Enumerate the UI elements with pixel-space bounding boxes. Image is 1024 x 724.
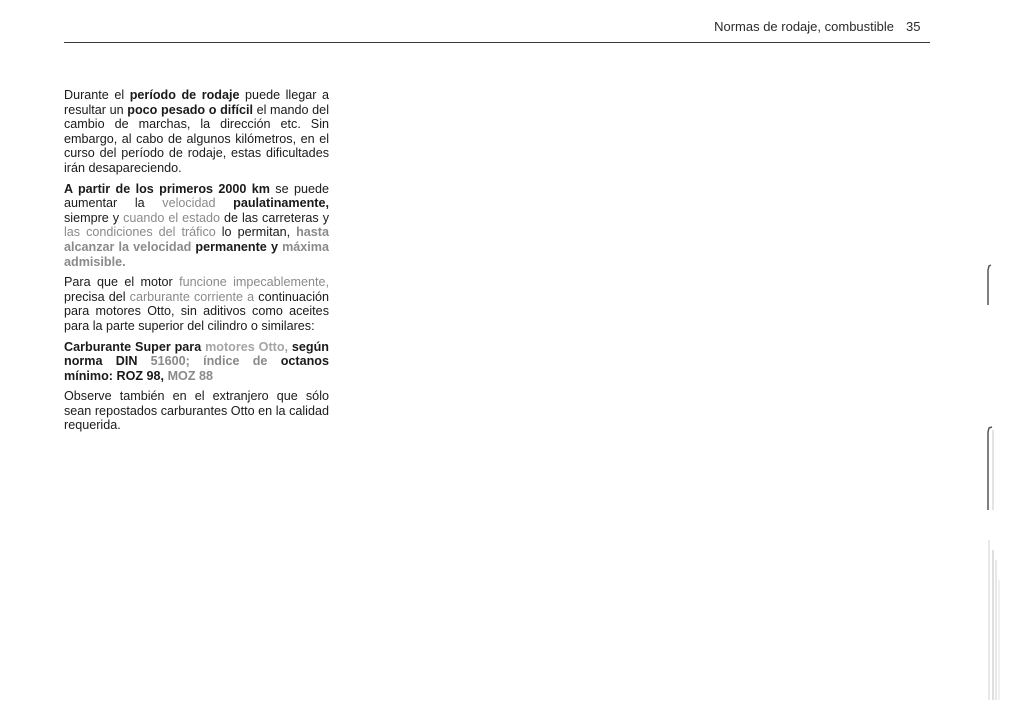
text-run: puede llegar a resultar un [64, 88, 329, 117]
faded-bold-run: hasta alcanzar la velocidad [64, 225, 329, 254]
faded-run: cuando el estado [123, 210, 220, 225]
paragraph-abroad [64, 389, 329, 433]
text-run: de las carreteras y [219, 210, 329, 225]
text-run: Para que el motor [64, 275, 180, 290]
bold-run: período de rodaje [129, 88, 240, 102]
paragraph-running-in [64, 88, 329, 176]
body-text-column [64, 88, 329, 439]
faded-run: las condiciones del tráfico [64, 225, 216, 240]
bold-run: octanos mínimo: ROZ 98, [64, 354, 329, 383]
text-run: siempre y [64, 210, 124, 225]
bold-run: poco pesado o difícil [127, 102, 253, 117]
paragraph-fuel [64, 275, 329, 333]
text-run: Observe también en el extranjero que sólo sean repostados carburantes Otto en la calidad requerida. [64, 389, 329, 433]
paragraph-speed [64, 182, 329, 270]
faded-run: velocidad [162, 196, 216, 211]
header-rule [64, 42, 930, 43]
text-run [215, 196, 233, 210]
bold-run: paulatinamente, [233, 196, 329, 211]
text-run: se puede aumentar la [64, 181, 329, 211]
text-run: lo permitan, [215, 225, 297, 240]
faded-bold-run: 51600; índice de [150, 354, 268, 369]
paragraph-fuel-spec [64, 340, 329, 384]
text-run: Durante el [64, 88, 130, 102]
faded-bold-run: máxima admisible. [64, 239, 330, 269]
faded-run: carburante corriente a [129, 289, 255, 304]
page-number: 35 [906, 19, 921, 34]
bold-run: Carburante Super para [64, 339, 206, 354]
bold-run: según norma DIN [64, 339, 329, 369]
bold-run: permanente y [191, 239, 283, 254]
faded-bold-run: MOZ 88 [167, 368, 214, 383]
header-title: Normas de rodaje, combustible [714, 19, 894, 34]
faded-run: funcione impecablemente, [179, 275, 329, 290]
bold-run: A partir de los primeros 2000 km [64, 181, 270, 196]
text-run: continuación para motores Otto, sin aditivos como aceites para la parte superior del cilindro o similares: [64, 289, 330, 333]
page-binding-edge [985, 180, 1013, 700]
text-run: precisa del [64, 289, 130, 304]
text-run: el mando del cambio de marchas, la dirección etc. Sin embargo, al cabo de algunos kilómetros, en el curso del período de rodaje, estas dificultades irán desapareciendo. [64, 102, 329, 175]
faded-bold-run: motores Otto, [205, 339, 289, 354]
